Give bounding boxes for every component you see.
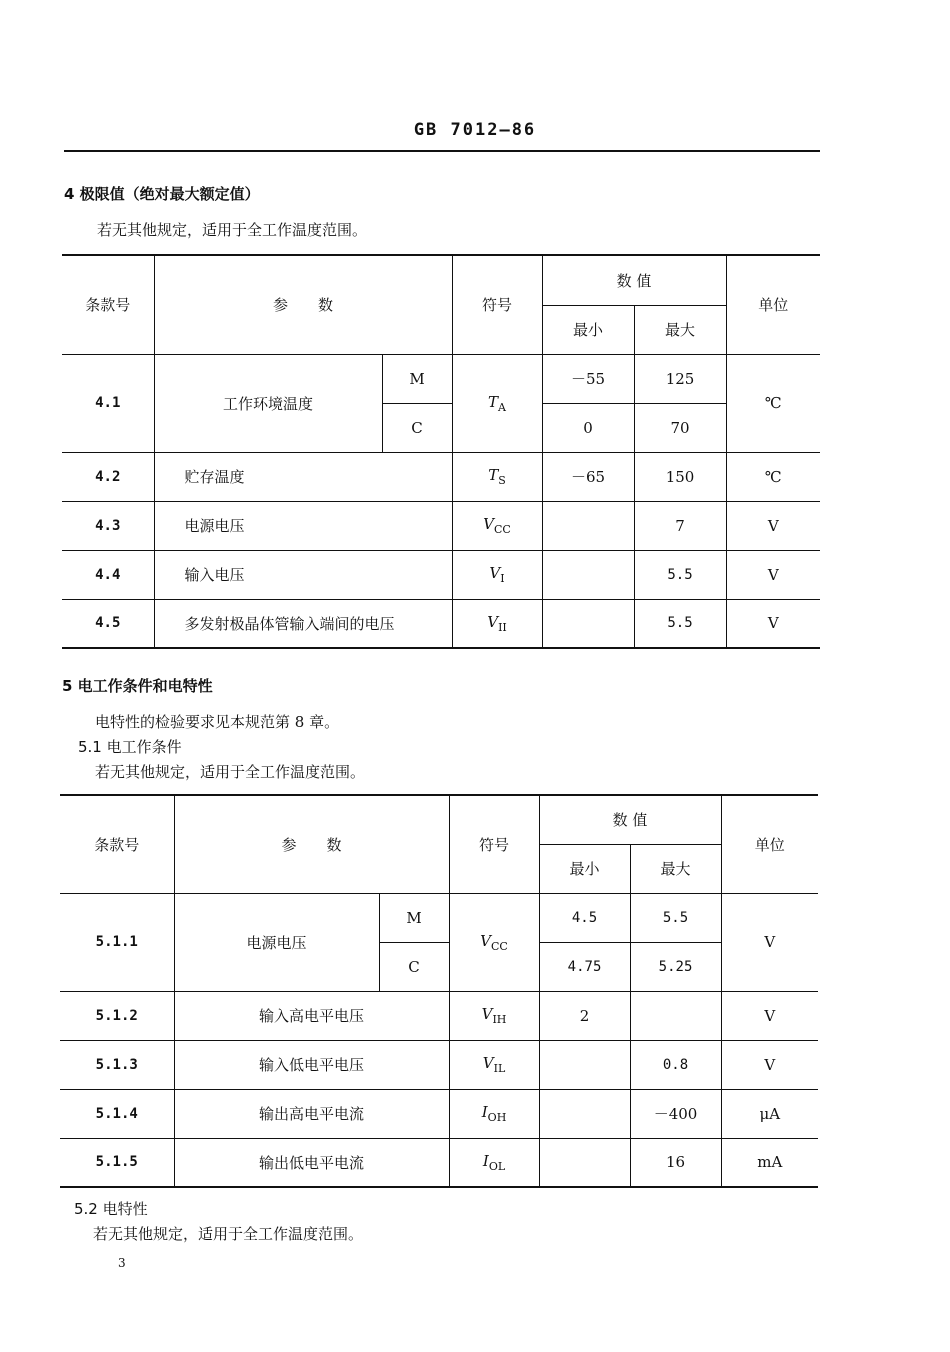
col-header-unit: 单位 (726, 255, 820, 354)
param-cell: 输入低电平电压 (174, 1040, 449, 1089)
col-header-param: 参 数 (154, 255, 452, 354)
max-cell: 125 (634, 354, 726, 403)
col-header-min: 最小 (542, 305, 634, 354)
col-header-max: 最大 (630, 844, 721, 893)
section-5-2-note: 若无其他规定，适用于全工作温度范围。 (93, 1225, 364, 1243)
clause-cell: 4.2 (62, 452, 154, 501)
max-cell (630, 991, 721, 1040)
max-cell: 150 (634, 452, 726, 501)
param-cell: 输入电压 (154, 550, 452, 599)
grade-c-cell: C (379, 942, 449, 991)
symbol-cell: $I_{OH}$ (449, 1089, 539, 1138)
min-cell (542, 599, 634, 648)
clause-cell: 4.1 (62, 354, 154, 452)
max-cell: 5.5 (630, 893, 721, 942)
min-cell: －65 (542, 452, 634, 501)
table-row (62, 452, 820, 501)
operating-conditions-table (60, 794, 818, 1188)
section-4-note: 若无其他规定，适用于全工作温度范围。 (97, 221, 368, 239)
max-cell: 70 (634, 403, 726, 452)
unit-cell: ℃ (726, 452, 820, 501)
param-cell: 贮存温度 (154, 452, 452, 501)
grade-m-cell: M (382, 354, 452, 403)
max-cell: 5.25 (630, 942, 721, 991)
section-4-heading: 4 极限值（绝对最大额定值） (64, 185, 260, 203)
min-cell: 0 (542, 403, 634, 452)
table-row (60, 1089, 818, 1138)
max-cell: 0.8 (630, 1040, 721, 1089)
section-5-1-heading: 5.1 电工作条件 (78, 738, 182, 756)
unit-cell: V (721, 991, 818, 1040)
limits-table (62, 254, 820, 649)
max-cell: 5.5 (634, 599, 726, 648)
unit-cell: V (721, 893, 818, 991)
param-cell: 工作环境温度 (154, 354, 382, 452)
clause-cell: 4.5 (62, 599, 154, 648)
min-cell: 2 (539, 991, 630, 1040)
section-5-heading: 5 电工作条件和电特性 (62, 677, 213, 695)
header-rule (64, 150, 820, 152)
clause-cell: 4.4 (62, 550, 154, 599)
unit-cell: ℃ (726, 354, 820, 452)
param-cell: 输出低电平电流 (174, 1138, 449, 1187)
clause-cell: 5.1.5 (60, 1138, 174, 1187)
min-cell: －55 (542, 354, 634, 403)
col-header-min: 最小 (539, 844, 630, 893)
unit-cell: V (721, 1040, 818, 1089)
section-5-1-note: 若无其他规定，适用于全工作温度范围。 (95, 763, 366, 781)
param-cell: 多发射极晶体管输入端间的电压 (154, 599, 452, 648)
clause-cell: 5.1.2 (60, 991, 174, 1040)
unit-cell: V (726, 550, 820, 599)
min-cell (542, 550, 634, 599)
table-row (62, 501, 820, 550)
clause-cell: 5.1.4 (60, 1089, 174, 1138)
table-row (60, 893, 818, 942)
table-row (60, 1138, 818, 1187)
col-header-max: 最大 (634, 305, 726, 354)
clause-cell: 5.1.1 (60, 893, 174, 991)
symbol-cell: $I_{OL}$ (449, 1138, 539, 1187)
clause-cell: 4.3 (62, 501, 154, 550)
table-row (60, 991, 818, 1040)
max-cell: －400 (630, 1089, 721, 1138)
param-cell: 电源电压 (174, 893, 379, 991)
param-cell: 输出高电平电流 (174, 1089, 449, 1138)
param-cell: 输入高电平电压 (174, 991, 449, 1040)
table-row (62, 354, 820, 403)
symbol-cell: $V_{II}$ (452, 599, 542, 648)
section-5-2-heading: 5.2 电特性 (74, 1200, 148, 1218)
section-5-note: 电特性的检验要求见本规范第 8 章。 (95, 713, 340, 731)
col-header-unit: 单位 (721, 795, 818, 893)
col-header-symbol: 符号 (452, 255, 542, 354)
symbol-cell: $V_{IH}$ (449, 991, 539, 1040)
min-cell (542, 501, 634, 550)
min-cell (539, 1138, 630, 1187)
unit-cell: V (726, 599, 820, 648)
grade-m-cell: M (379, 893, 449, 942)
unit-cell: V (726, 501, 820, 550)
max-cell: 7 (634, 501, 726, 550)
col-header-value: 数 值 (539, 795, 721, 844)
standard-number-header: GB 7012—86 (413, 120, 537, 140)
unit-cell: mA (721, 1138, 818, 1187)
unit-cell: μA (721, 1089, 818, 1138)
col-header-value: 数 值 (542, 255, 726, 305)
min-cell (539, 1089, 630, 1138)
symbol-cell: $T_S$ (452, 452, 542, 501)
max-cell: 16 (630, 1138, 721, 1187)
col-header-symbol: 符号 (449, 795, 539, 893)
symbol-cell: $V_{IL}$ (449, 1040, 539, 1089)
clause-cell: 5.1.3 (60, 1040, 174, 1089)
symbol-cell: $V_{CC}$ (452, 501, 542, 550)
grade-c-cell: C (382, 403, 452, 452)
col-header-param: 参 数 (174, 795, 449, 893)
symbol-cell: $V_{CC}$ (449, 893, 539, 991)
col-header-clause: 条款号 (62, 255, 154, 354)
symbol-cell: $T_A$ (452, 354, 542, 452)
min-cell: 4.75 (539, 942, 630, 991)
table-row (62, 550, 820, 599)
page-number: 3 (118, 1256, 126, 1270)
max-cell: 5.5 (634, 550, 726, 599)
col-header-clause: 条款号 (60, 795, 174, 893)
min-cell (539, 1040, 630, 1089)
param-cell: 电源电压 (154, 501, 452, 550)
table-row (60, 1040, 818, 1089)
min-cell: 4.5 (539, 893, 630, 942)
table-row (62, 599, 820, 648)
symbol-cell: $V_I$ (452, 550, 542, 599)
